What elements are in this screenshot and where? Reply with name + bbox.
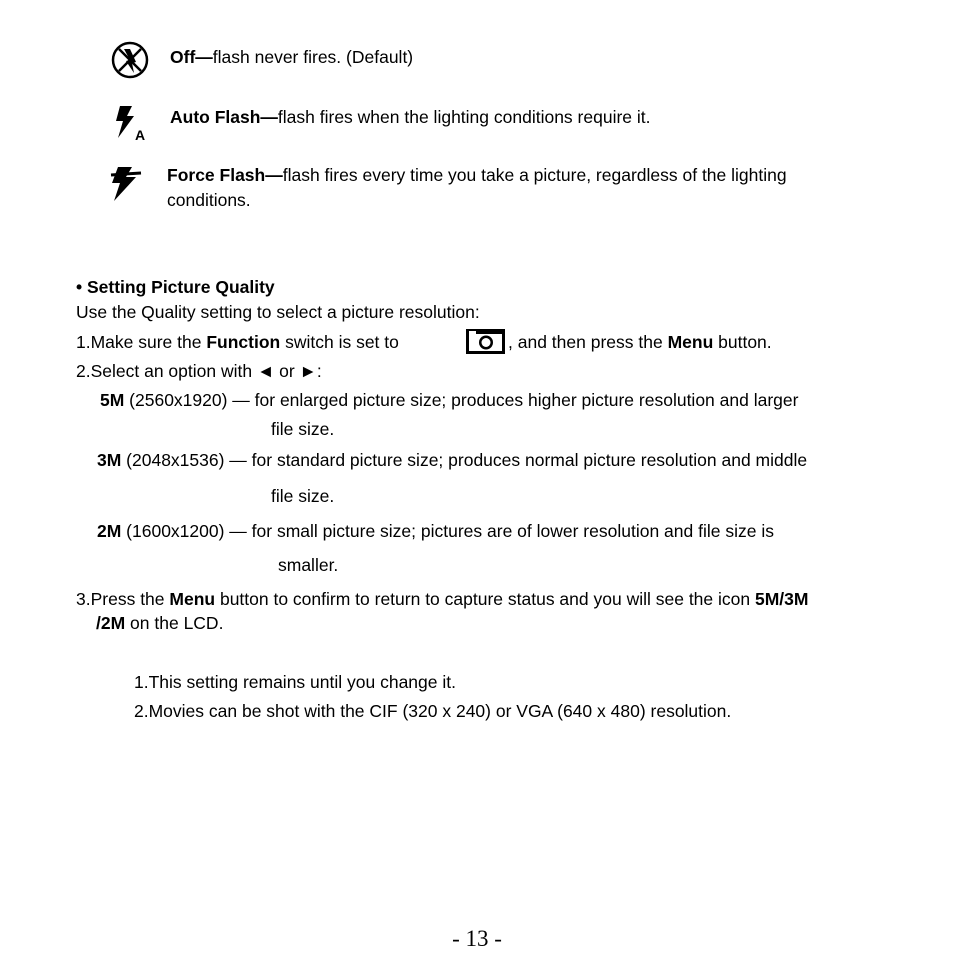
flash-off-text [170, 46, 413, 68]
option-3m-label: 3M [97, 450, 122, 470]
option-3m [97, 449, 807, 471]
flash-auto-desc: flash fires when the lighting conditions require it. [277, 107, 651, 127]
step-1-menu: Menu [667, 332, 714, 352]
flash-force-title: Force Flash— [167, 165, 283, 185]
step-1-function: Function [206, 332, 281, 352]
step-3-a: 3.Press the [76, 589, 170, 609]
step-1-a: 1.Make sure the [76, 332, 207, 352]
step-3-2m: /2M [96, 613, 126, 633]
option-5m [100, 389, 798, 411]
flash-force-icon [108, 165, 146, 205]
option-3m-cont: file size. [271, 486, 335, 506]
section-heading: • Setting Picture Quality [76, 277, 275, 297]
step-1-c: switch is set to [280, 332, 399, 352]
flash-off-desc: flash never fires. (Default) [212, 47, 414, 67]
step-3-cont [96, 612, 223, 634]
option-3m-desc: (2048x1536) — for standard picture size; produces normal picture resolution and middle [121, 450, 808, 470]
section-intro: Use the Quality setting to select a picture resolution: [76, 302, 480, 322]
step-3-c: button to confirm to return to capture status and you will see the icon [215, 589, 755, 609]
flash-force-text [167, 164, 787, 186]
option-2m-desc: (1600x1200) — for small picture size; pictures are of lower resolution and file size is [121, 521, 774, 541]
flash-auto-title: Auto Flash— [170, 107, 278, 127]
option-2m-cont: smaller. [278, 555, 339, 575]
step-2: 2.Select an option with ◄ or ►: [76, 361, 322, 381]
option-5m-label: 5M [100, 390, 125, 410]
step-3-f: on the LCD. [125, 613, 224, 633]
step-3 [76, 588, 808, 610]
page-number: - 13 - [452, 926, 502, 951]
flash-off-icon [110, 40, 152, 82]
flash-auto-icon [112, 104, 152, 144]
flash-auto-text [170, 106, 651, 128]
svg-text:A: A [135, 127, 146, 143]
step-1 [76, 331, 399, 353]
note-1: 1.This setting remains until you change it. [134, 672, 456, 692]
option-5m-cont: file size. [271, 419, 335, 439]
step-1-cont [508, 331, 772, 353]
option-2m-label: 2M [97, 521, 122, 541]
flash-force-desc-cont: conditions. [167, 190, 251, 210]
step-3-icon-labels: 5M/3M [754, 589, 809, 609]
flash-force-desc: flash fires every time you take a picture, regardless of the lighting [282, 165, 787, 185]
note-2: 2.Movies can be shot with the CIF (320 x 240) or VGA (640 x 480) resolution. [134, 701, 732, 721]
option-5m-desc: (2560x1920) — for enlarged picture size; produces higher picture resolution and larger [124, 390, 799, 410]
step-3-menu: Menu [169, 589, 216, 609]
camera-icon [466, 329, 505, 354]
flash-off-title: Off— [170, 47, 213, 67]
step-1-f: button. [713, 332, 772, 352]
option-2m [97, 520, 774, 542]
step-1-d: , and then press the [508, 332, 668, 352]
